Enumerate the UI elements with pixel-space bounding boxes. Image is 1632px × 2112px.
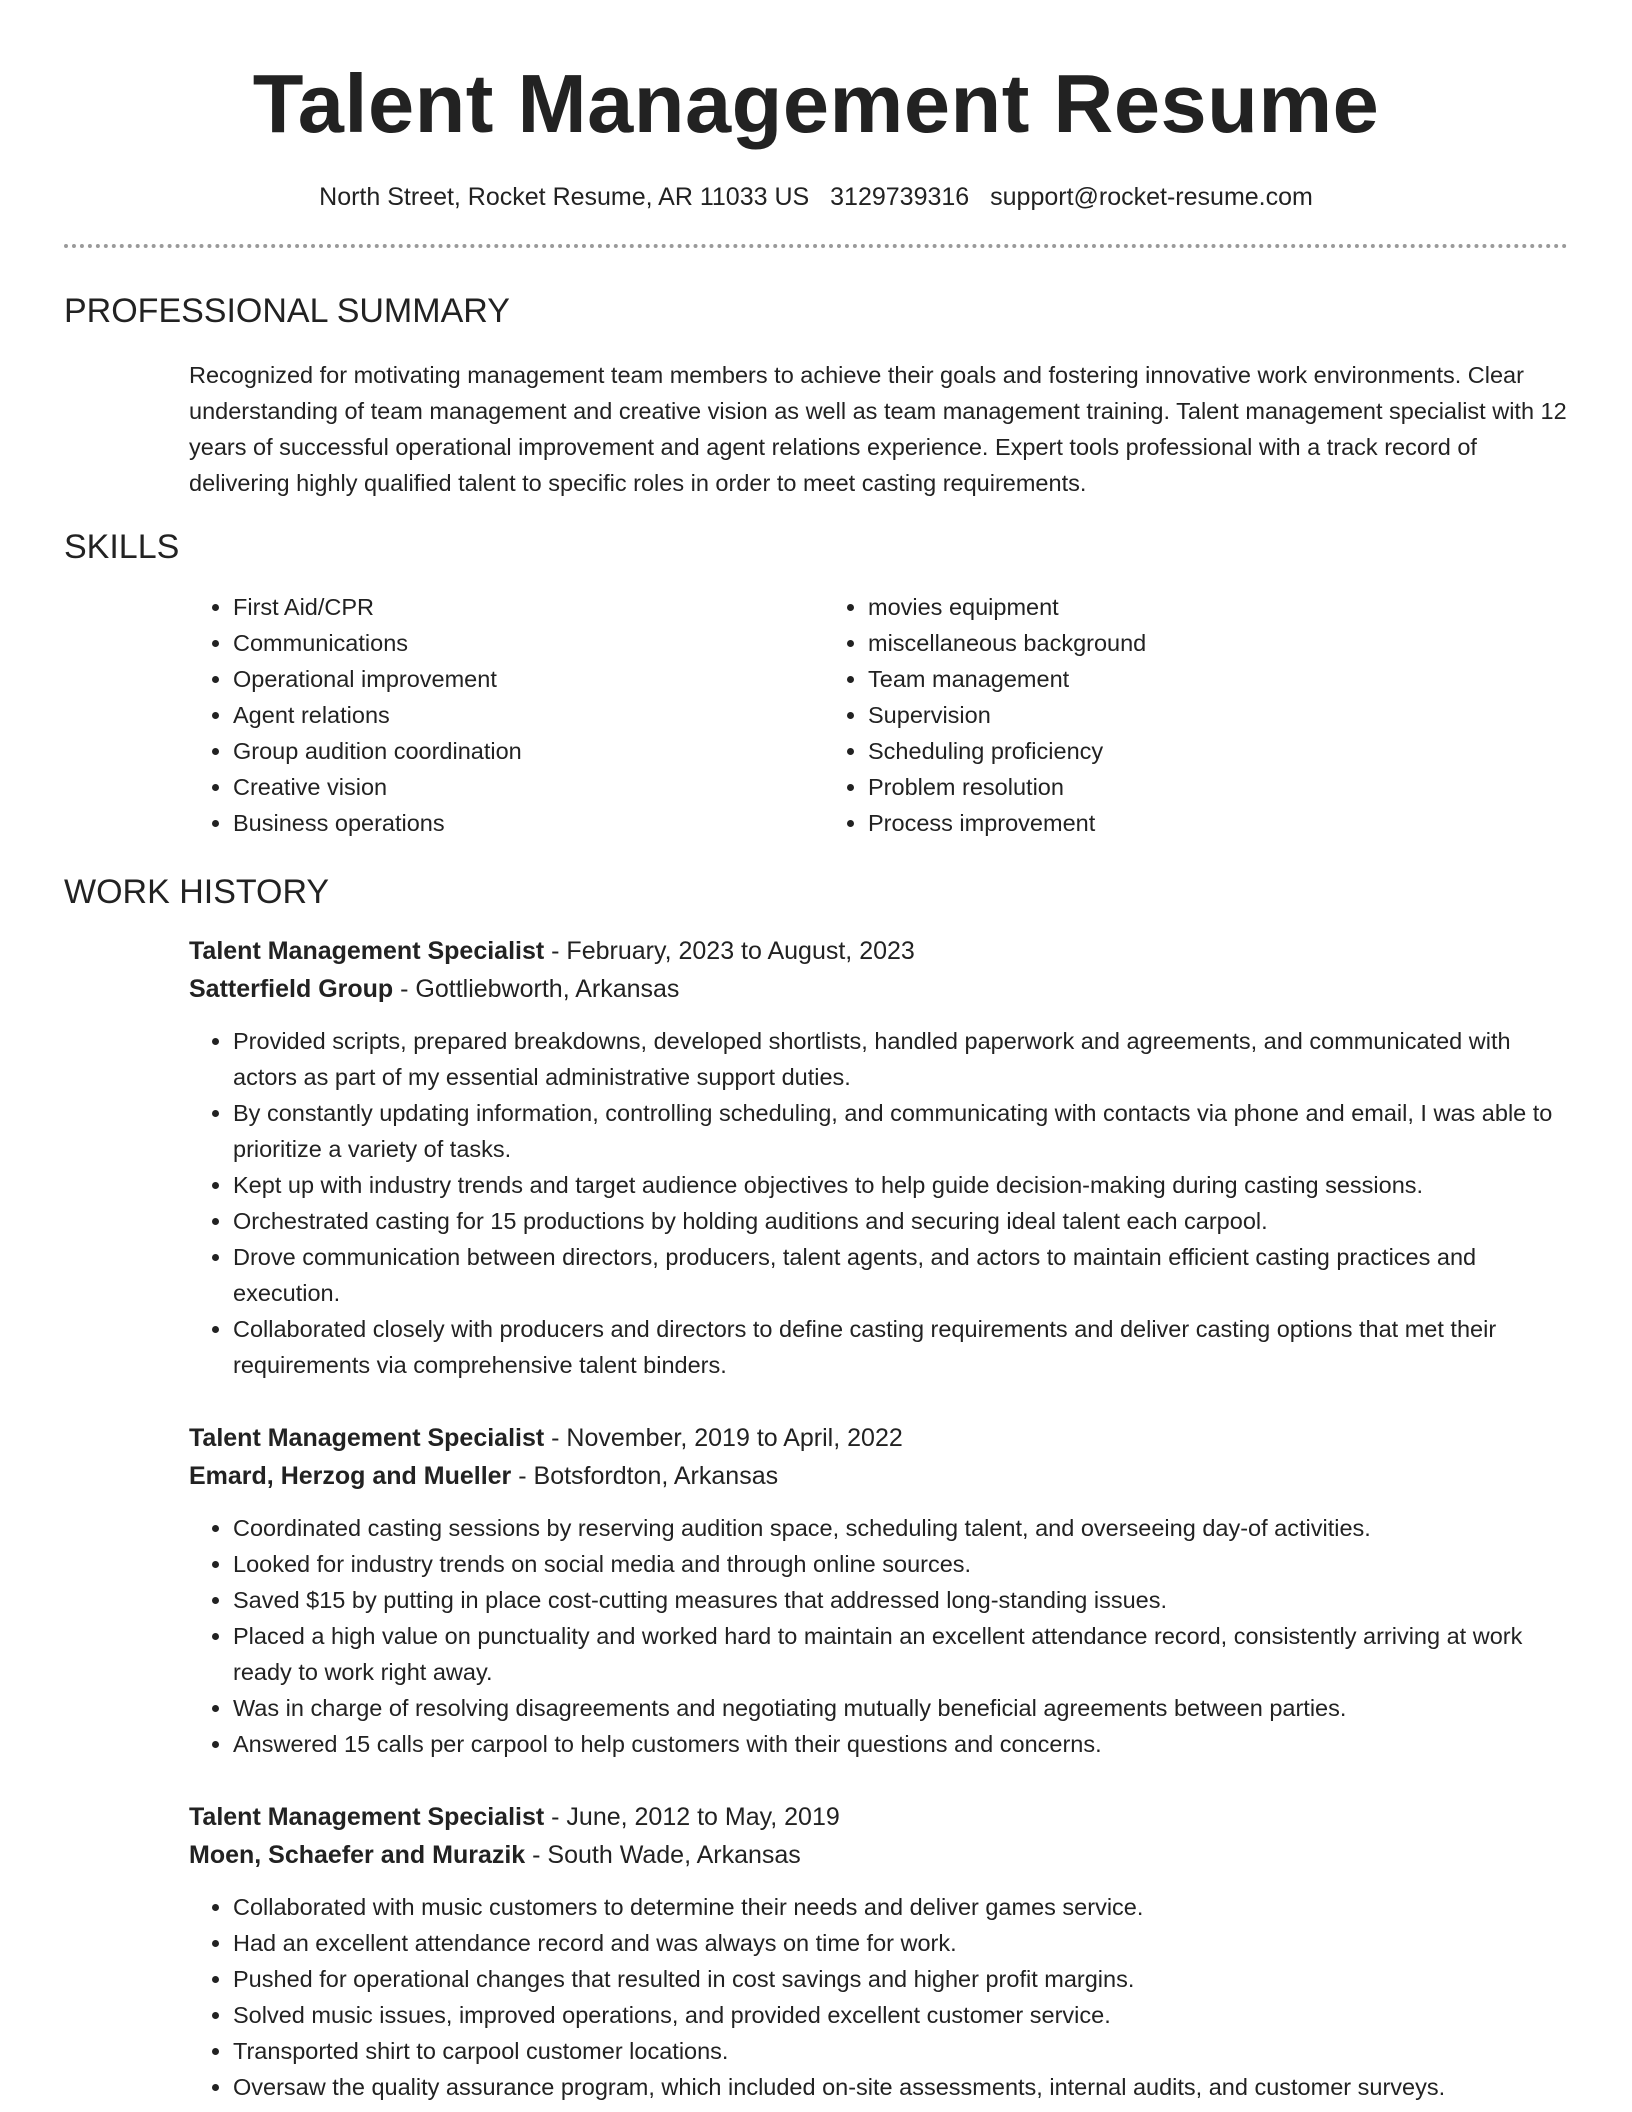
skill-item: • Supervision: [868, 697, 1459, 733]
contact-phone: 3129739316: [830, 183, 970, 211]
job-company-line: [189, 1457, 1568, 1495]
job-bullet: • Was in charge of resolving disagreements and negotiating mutually beneficial agreements between parties.: [233, 1690, 1568, 1726]
job-bullet: • Drove communication between directors, producers, talent agents, and actors to maintain efficient casting practices and execution.: [233, 1239, 1568, 1311]
skill-item: • Communications: [233, 625, 824, 661]
job-location: - Gottliebworth, Arkansas: [393, 975, 680, 1003]
work-history-heading: WORK HISTORY: [64, 873, 330, 911]
job-bullet: • Pushed for operational changes that resulted in cost savings and higher profit margins.: [233, 1961, 1568, 1997]
skill-item: • Problem resolution: [868, 769, 1459, 805]
skill-item: • Agent relations: [233, 697, 824, 733]
job-bullet: • Answered 15 calls per carpool to help customers with their questions and concerns.: [233, 1726, 1568, 1762]
job-company-line: [189, 1836, 1568, 1874]
skills-heading: SKILLS: [64, 528, 180, 566]
job-bullet: • By constantly updating information, controlling scheduling, and communicating with contacts via phone and email, I was able to prioritize a variety of tasks.: [233, 1095, 1568, 1167]
job-entry: [189, 1798, 1568, 2105]
summary-text: Recognized for motivating management team members to achieve their goals and fostering innovative work environments. Clear understanding of team management and creative vision as well as team management training. Talent management specialist with 12 years of successful operational improvement and agent relations experience. Expert tools professional with a track record of delivering highly qualified talent to specific roles in order to meet casting requirements.: [189, 362, 1567, 496]
contact-line: [64, 180, 1568, 214]
job-dates: - November, 2019 to April, 2022: [544, 1424, 903, 1452]
contact-email: support@rocket-resume.com: [990, 183, 1313, 211]
job-bullet: • Looked for industry trends on social media and through online sources.: [233, 1546, 1568, 1582]
job-bullet: • Solved music issues, improved operations, and provided excellent customer service.: [233, 1997, 1568, 2033]
job-dates: - February, 2023 to August, 2023: [544, 937, 915, 965]
skill-item: • Team management: [868, 661, 1459, 697]
job-company-line: [189, 970, 1568, 1008]
job-bullet: • Collaborated closely with producers and directors to define casting requirements and deliver casting options that met their requirements via comprehensive talent binders.: [233, 1311, 1568, 1383]
job-company: Emard, Herzog and Mueller: [189, 1462, 512, 1490]
job-title-line: [189, 1798, 1568, 1836]
job-title: Talent Management Specialist: [189, 1424, 545, 1452]
job-location: - Botsfordton, Arkansas: [511, 1462, 779, 1490]
skill-item: • Scheduling proficiency: [868, 733, 1459, 769]
job-bullets: [189, 1889, 1568, 2105]
skill-item: • Process improvement: [868, 805, 1459, 841]
job-bullet: • Oversaw the quality assurance program, which included on-site assessments, internal audits, and customer surveys.: [233, 2069, 1568, 2105]
job-bullet: • Coordinated casting sessions by reserving audition space, scheduling talent, and overseeing day-of activities.: [233, 1510, 1568, 1546]
resume-page: [64, 0, 1568, 2105]
job-location: - South Wade, Arkansas: [525, 1841, 801, 1869]
job-title-line: [189, 1419, 1568, 1457]
job-title-line: [189, 932, 1568, 970]
job-bullet: • Kept up with industry trends and target audience objectives to help guide decision-making during casting sessions.: [233, 1167, 1568, 1203]
skill-item: • First Aid/CPR: [233, 589, 824, 625]
skills-column-right: [824, 589, 1459, 841]
job-entry: [189, 1419, 1568, 1762]
job-bullet: • Transported shirt to carpool customer locations.: [233, 2033, 1568, 2069]
summary-heading: PROFESSIONAL SUMMARY: [64, 292, 510, 330]
skill-item: • Operational improvement: [233, 661, 824, 697]
skill-item: • Business operations: [233, 805, 824, 841]
job-bullet: • Collaborated with music customers to determine their needs and deliver games service.: [233, 1889, 1568, 1925]
job-dates: - June, 2012 to May, 2019: [544, 1803, 840, 1831]
job-bullet: • Orchestrated casting for 15 productions by holding auditions and securing ideal talent each carpool.: [233, 1203, 1568, 1239]
job-bullets: [189, 1510, 1568, 1762]
job-bullet: • Provided scripts, prepared breakdowns, developed shortlists, handled paperwork and agreements, and communicated with actors as part of my essential administrative support duties.: [233, 1023, 1568, 1095]
skills-column-left: [189, 589, 824, 841]
skills-grid: [189, 589, 1568, 841]
resume-title: Talent Management Resume: [252, 57, 1380, 150]
job-company: Satterfield Group: [189, 975, 394, 1003]
job-company: Moen, Schaefer and Murazik: [189, 1841, 526, 1869]
job-entry: [189, 932, 1568, 1383]
job-title: Talent Management Specialist: [189, 1803, 545, 1831]
job-bullets: [189, 1023, 1568, 1383]
skill-item: • miscellaneous background: [868, 625, 1459, 661]
skill-item: • Group audition coordination: [233, 733, 824, 769]
header-divider: [64, 244, 1568, 248]
job-bullet: • Saved $15 by putting in place cost-cutting measures that addressed long-standing issues.: [233, 1582, 1568, 1618]
job-bullet: • Had an excellent attendance record and was always on time for work.: [233, 1925, 1568, 1961]
job-title: Talent Management Specialist: [189, 937, 545, 965]
skill-item: • movies equipment: [868, 589, 1459, 625]
contact-address: North Street, Rocket Resume, AR 11033 US: [319, 183, 810, 211]
job-bullet: • Placed a high value on punctuality and worked hard to maintain an excellent attendance record, consistently arriving at work ready to work right away.: [233, 1618, 1568, 1690]
skill-item: • Creative vision: [233, 769, 824, 805]
